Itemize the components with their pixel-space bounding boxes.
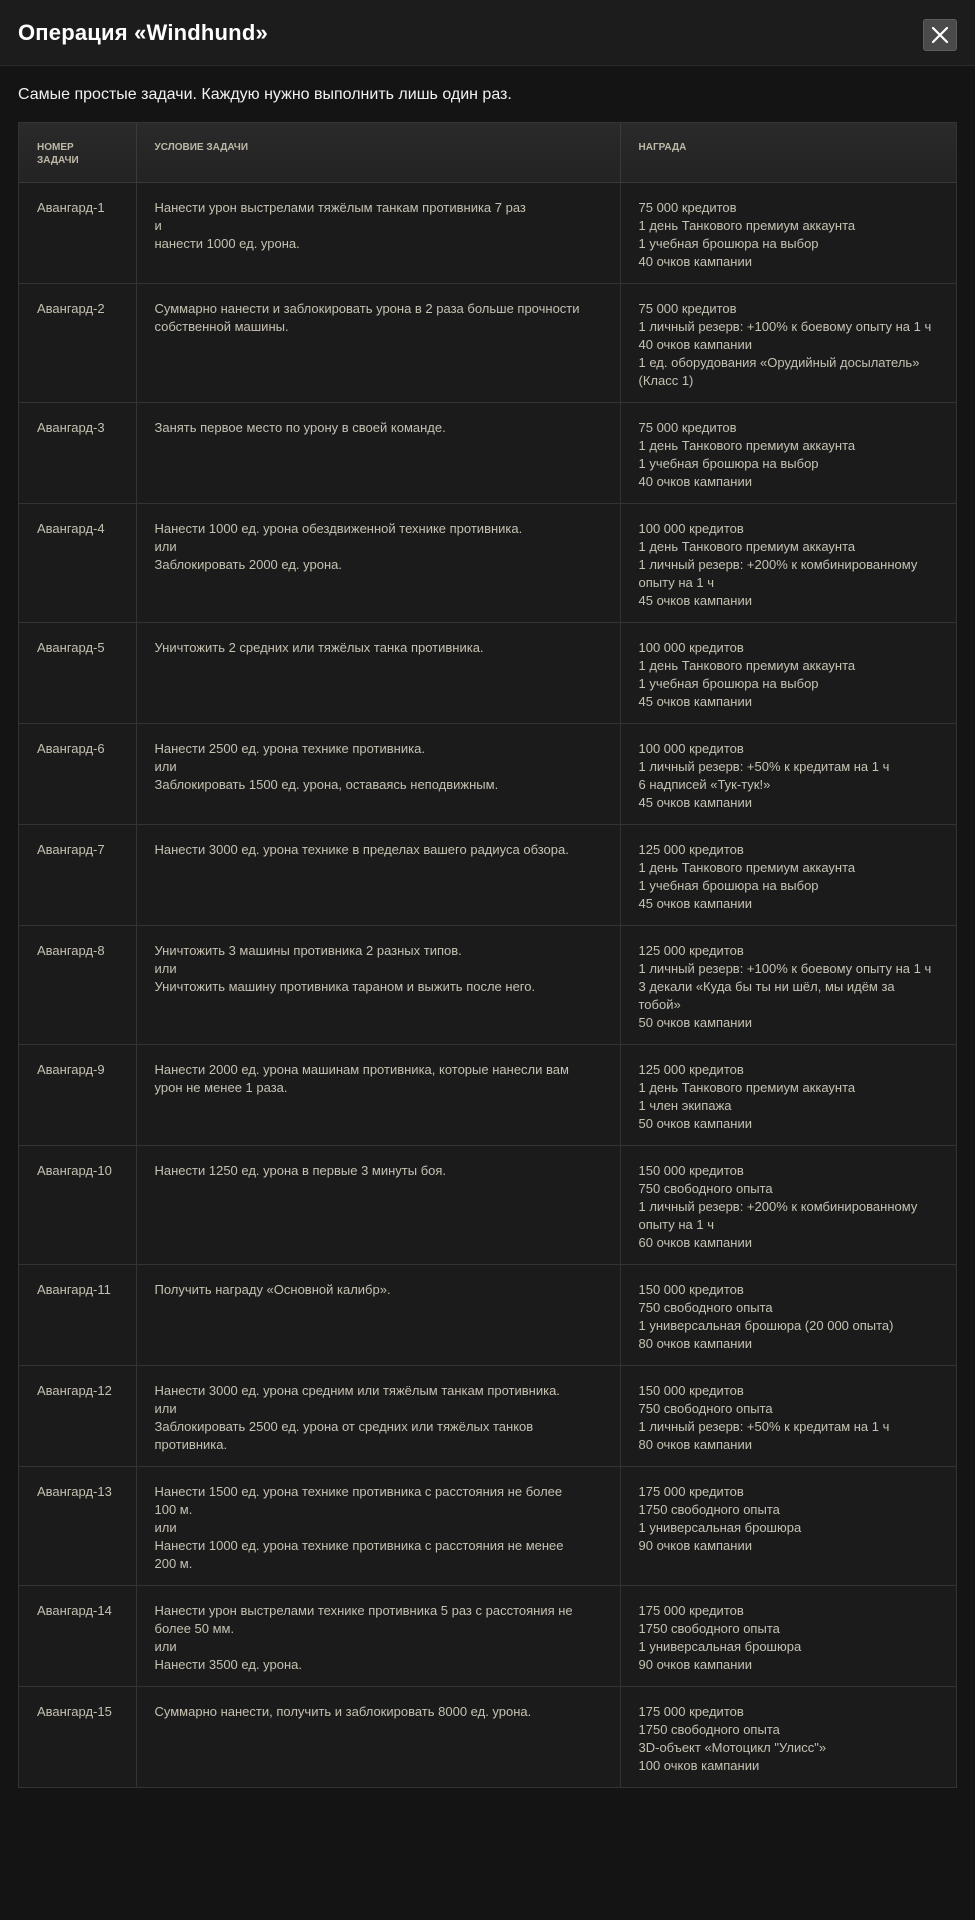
table-row <box>19 503 956 622</box>
table-row <box>19 723 956 824</box>
task-id-cell: Авангард-6 <box>19 723 136 824</box>
task-reward-cell: 150 000 кредитов 750 свободного опыта 1 универсальная брошюра (20 000 опыта) 80 очков кампании <box>620 1264 956 1365</box>
page-subtitle: Самые простые задачи. Каждую нужно выполнить лишь один раз. <box>18 86 512 103</box>
table-row <box>19 182 956 283</box>
task-id-cell: Авангард-11 <box>19 1264 136 1365</box>
task-reward-cell: 75 000 кредитов 1 день Танкового премиум аккаунта 1 учебная брошюра на выбор 40 очков кампании <box>620 402 956 503</box>
task-id-cell: Авангард-3 <box>19 402 136 503</box>
task-condition-cell: Суммарно нанести и заблокировать урона в 2 раза больше прочности собственной машины. <box>136 283 620 402</box>
task-id-cell: Авангард-9 <box>19 1044 136 1145</box>
dialog-header <box>0 0 975 66</box>
task-condition-cell: Нанести 2500 ед. урона технике противника. или Заблокировать 1500 ед. урона, оставаясь неподвижным. <box>136 723 620 824</box>
table-row <box>19 925 956 1044</box>
close-button[interactable] <box>923 19 957 51</box>
table-row <box>19 1145 956 1264</box>
task-reward-cell: 125 000 кредитов 1 день Танкового премиум аккаунта 1 член экипажа 50 очков кампании <box>620 1044 956 1145</box>
task-id-cell: Авангард-15 <box>19 1686 136 1787</box>
column-header-number: НОМЕР ЗАДАЧИ <box>19 123 136 182</box>
task-id-cell: Авангард-4 <box>19 503 136 622</box>
task-condition-cell: Уничтожить 2 средних или тяжёлых танка противника. <box>136 622 620 723</box>
dialog-title: Операция «Windhund» <box>18 20 268 45</box>
task-condition-cell: Уничтожить 3 машины противника 2 разных типов. или Уничтожить машину противника тараном и выжить после него. <box>136 925 620 1044</box>
task-id-cell: Авангард-13 <box>19 1466 136 1585</box>
table-row <box>19 283 956 402</box>
task-condition-cell: Нанести 2000 ед. урона машинам противника, которые нанесли вам урон не менее 1 раза. <box>136 1044 620 1145</box>
task-reward-cell: 175 000 кредитов 1750 свободного опыта 1 универсальная брошюра 90 очков кампании <box>620 1585 956 1686</box>
table-row <box>19 1686 956 1787</box>
task-condition-cell: Нанести урон выстрелами технике противника 5 раз с расстояния не более 50 мм. или Нанести 3500 ед. урона. <box>136 1585 620 1686</box>
task-reward-cell: 150 000 кредитов 750 свободного опыта 1 личный резерв: +50% к кредитам на 1 ч 80 очков кампании <box>620 1365 956 1466</box>
task-condition-cell: Занять первое место по урону в своей команде. <box>136 402 620 503</box>
task-id-cell: Авангард-8 <box>19 925 136 1044</box>
task-condition-cell: Нанести 3000 ед. урона технике в пределах вашего радиуса обзора. <box>136 824 620 925</box>
task-id-cell: Авангард-7 <box>19 824 136 925</box>
table-row <box>19 402 956 503</box>
close-icon <box>931 26 949 44</box>
missions-table <box>18 122 957 1788</box>
column-header-reward: НАГРАДА <box>620 123 956 182</box>
task-reward-cell: 175 000 кредитов 1750 свободного опыта 1 универсальная брошюра 90 очков кампании <box>620 1466 956 1585</box>
task-reward-cell: 75 000 кредитов 1 день Танкового премиум аккаунта 1 учебная брошюра на выбор 40 очков кампании <box>620 182 956 283</box>
task-condition-cell: Нанести 1000 ед. урона обездвиженной технике противника. или Заблокировать 2000 ед. урона. <box>136 503 620 622</box>
table-row <box>19 1264 956 1365</box>
task-id-cell: Авангард-2 <box>19 283 136 402</box>
table-row <box>19 1365 956 1466</box>
column-header-condition: УСЛОВИЕ ЗАДАЧИ <box>136 123 620 182</box>
task-reward-cell: 100 000 кредитов 1 день Танкового премиум аккаунта 1 личный резерв: +200% к комбинированному опыту на 1 ч 45 очков кампании <box>620 503 956 622</box>
task-reward-cell: 100 000 кредитов 1 день Танкового премиум аккаунта 1 учебная брошюра на выбор 45 очков кампании <box>620 622 956 723</box>
task-condition-cell: Получить награду «Основной калибр». <box>136 1264 620 1365</box>
task-id-cell: Авангард-14 <box>19 1585 136 1686</box>
task-reward-cell: 125 000 кредитов 1 личный резерв: +100% к боевому опыту на 1 ч 3 декали «Куда бы ты ни шёл, мы идём за тобой» 50 очков кампании <box>620 925 956 1044</box>
task-id-cell: Авангард-1 <box>19 182 136 283</box>
task-reward-cell: 175 000 кредитов 1750 свободного опыта 3D-объект «Мотоцикл "Улисс"» 100 очков кампании <box>620 1686 956 1787</box>
task-id-cell: Авангард-10 <box>19 1145 136 1264</box>
task-reward-cell: 75 000 кредитов 1 личный резерв: +100% к боевому опыту на 1 ч 40 очков кампании 1 ед. оборудования «Орудийный досылатель» (Класс 1) <box>620 283 956 402</box>
task-id-cell: Авангард-5 <box>19 622 136 723</box>
task-condition-cell: Нанести 1250 ед. урона в первые 3 минуты боя. <box>136 1145 620 1264</box>
table-row <box>19 1044 956 1145</box>
task-reward-cell: 125 000 кредитов 1 день Танкового премиум аккаунта 1 учебная брошюра на выбор 45 очков кампании <box>620 824 956 925</box>
table-header-row <box>19 123 956 182</box>
task-condition-cell: Суммарно нанести, получить и заблокировать 8000 ед. урона. <box>136 1686 620 1787</box>
task-reward-cell: 100 000 кредитов 1 личный резерв: +50% к кредитам на 1 ч 6 надписей «Тук-тук!» 45 очков кампании <box>620 723 956 824</box>
task-reward-cell: 150 000 кредитов 750 свободного опыта 1 личный резерв: +200% к комбинированному опыту на 1 ч 60 очков кампании <box>620 1145 956 1264</box>
task-id-cell: Авангард-12 <box>19 1365 136 1466</box>
table-row <box>19 1466 956 1585</box>
table-row <box>19 824 956 925</box>
task-condition-cell: Нанести урон выстрелами тяжёлым танкам противника 7 раз и нанести 1000 ед. урона. <box>136 182 620 283</box>
table-row <box>19 622 956 723</box>
table-row <box>19 1585 956 1686</box>
task-condition-cell: Нанести 1500 ед. урона технике противника с расстояния не более 100 м. или Нанести 1000 ед. урона технике противника с расстояния не менее 200 м. <box>136 1466 620 1585</box>
task-condition-cell: Нанести 3000 ед. урона средним или тяжёлым танкам противника. или Заблокировать 2500 ед. урона от средних или тяжёлых танков противника. <box>136 1365 620 1466</box>
